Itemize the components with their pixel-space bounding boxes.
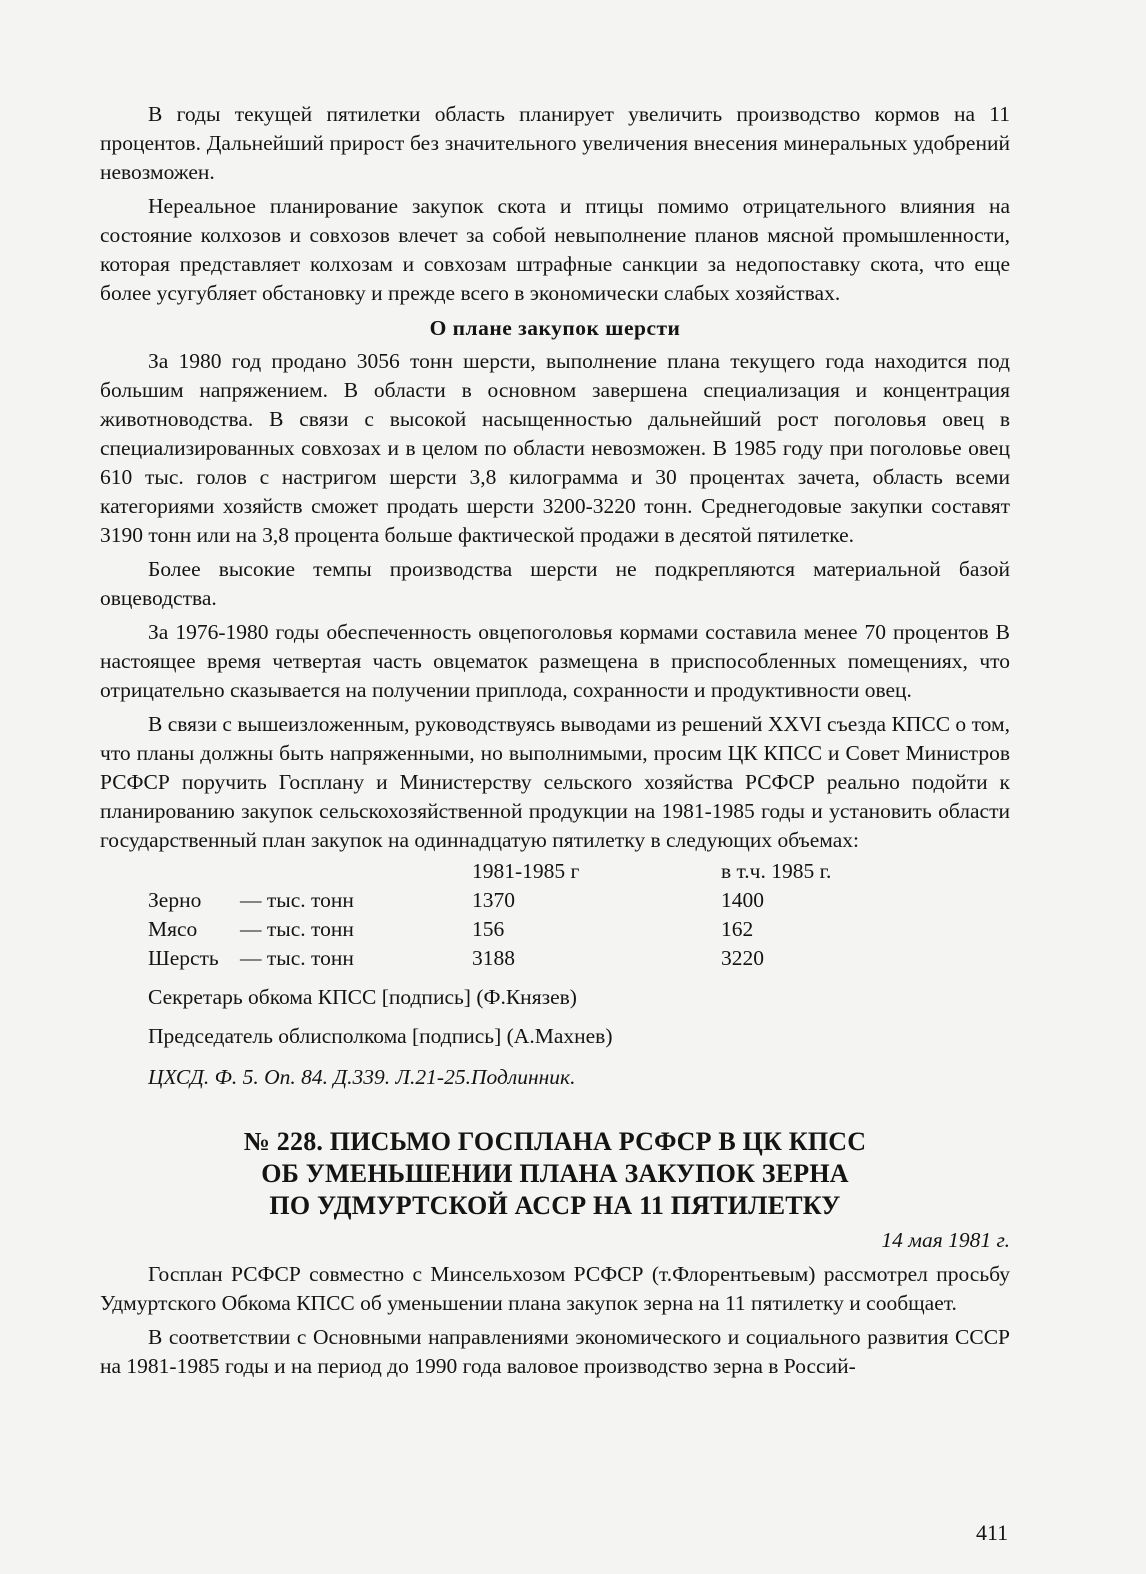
row-product: Шерсть xyxy=(148,946,219,970)
archive-source: ЦХСД. Ф. 5. Оп. 84. Д.339. Л.21-25.Подлинник. xyxy=(148,1065,576,1089)
document-page xyxy=(100,100,1010,1381)
paragraph-feed-supply: За 1976-1980 годы обеспеченность овцепоголовья кормами составила менее 70 процентов В настоящее время четвертая часть овцематок размещена в приспособленных помещениях, что отрицательно сказывается на получении приплода, сохранности и продуктивности овец. xyxy=(100,620,1010,702)
paragraph-fodder: В годы текущей пятилетки область планирует увеличить производство кормов на 11 процентов. Дальнейший прирост без значительного увеличения внесения минеральных удобрений невозможен. xyxy=(100,102,1010,184)
section-title-wool: О плане закупок шерсти xyxy=(429,316,681,340)
row-product: Зерно xyxy=(148,888,202,912)
row-period-value: 156 xyxy=(472,917,505,941)
row-product: Мясо xyxy=(148,917,198,941)
table-row xyxy=(148,944,831,973)
row-year-value: 1400 xyxy=(721,888,764,912)
row-period-value: 1370 xyxy=(472,888,515,912)
row-unit: — тыс. тонн xyxy=(240,888,354,912)
procurement-table xyxy=(148,857,831,973)
row-year-value: 3220 xyxy=(721,946,764,970)
heading-line-1: № 228. ПИСЬМО ГОСПЛАНА РСФСР В ЦК КПСС xyxy=(243,1127,867,1156)
heading-line-2: ОБ УМЕНЬШЕНИИ ПЛАНА ЗАКУПОК ЗЕРНА xyxy=(261,1159,849,1188)
paragraph-wool-base: Более высокие темпы производства шерсти не подкрепляются материальной базой овцеводства. xyxy=(100,557,1010,610)
paragraph-request: В связи с вышеизложенным, руководствуясь выводами из решений XXVI съезда КПСС о том, что планы должны быть напряженными, но выполнимыми, просим ЦК КПСС и Совет Министров РСФСР поручить Госплану и Министерству сельского хозяйства РСФСР реально подойти к планированию закупок сельскохозяйственной продукции на 1981-1985 годы и установить области государственный план закупок на одиннадцатую пятилетку в следующих объемах: xyxy=(100,712,1010,852)
row-unit: — тыс. тонн xyxy=(240,917,354,941)
row-period-value: 3188 xyxy=(472,946,515,970)
table-row xyxy=(148,886,831,915)
paragraph-wool-sales: За 1980 год продано 3056 тонн шерсти, выполнение плана текущего года находится под большим напряжением. В области в основном завершена специализация и концентрация животноводства. В связи с высокой насыщенностью дальнейший рост поголовья овец в специализированных совхозах и в целом по области невозможен. В 1985 году при поголовье овец 610 тыс. голов с настригом шерсти 3,8 килограмма и 30 процентах зачета, область всеми категориями хозяйств сможет продать шерсти 3200-3220 тонн. Среднегодовые закупки составят 3190 тонн или на 3,8 процента больше фактической продажи в десятой пятилетке. xyxy=(100,349,1010,547)
document-heading xyxy=(100,1126,1010,1222)
signature-secretary: Секретарь обкома КПСС [подпись] (Ф.Князев) xyxy=(148,985,577,1009)
row-year-value: 162 xyxy=(721,917,754,941)
paragraph-livestock-planning: Нереальное планирование закупок скота и птицы помимо отрицательного влияния на состояние колхозов и совхозов влечет за собой невыполнение планов мясной промышленности, которая представляет колхозам и совхозам штрафные санкции за недопоставку скота, что еще более усугубляет обстановку и прежде всего в экономически слабых хозяйствах. xyxy=(100,194,1010,305)
column-header-period: 1981-1985 г xyxy=(472,859,580,883)
paragraph-directions: В соответствии с Основными направлениями экономического и социального развития СССР на 1981-1985 годы и на период до 1990 года валовое производство зерна в Россий- xyxy=(100,1325,1010,1378)
signature-chairman: Председатель облисполкома [подпись] (А.Махнев) xyxy=(148,1024,613,1048)
paragraph-gosplan: Госплан РСФСР совместно с Минсельхозом РСФСР (т.Флорентьевым) рассмотрел просьбу Удмуртского Обкома КПСС об уменьшении плана закупок зерна на 11 пятилетку и сообщает. xyxy=(100,1262,1010,1315)
table-row xyxy=(148,915,831,944)
heading-line-3: ПО УДМУРТСКОЙ АССР НА 11 ПЯТИЛЕТКУ xyxy=(269,1191,841,1220)
table-header-row xyxy=(148,857,831,886)
row-unit: — тыс. тонн xyxy=(240,946,354,970)
page-number: 411 xyxy=(976,1520,1009,1545)
column-header-year: в т.ч. 1985 г. xyxy=(721,859,832,883)
document-date: 14 мая 1981 г. xyxy=(881,1228,1010,1252)
